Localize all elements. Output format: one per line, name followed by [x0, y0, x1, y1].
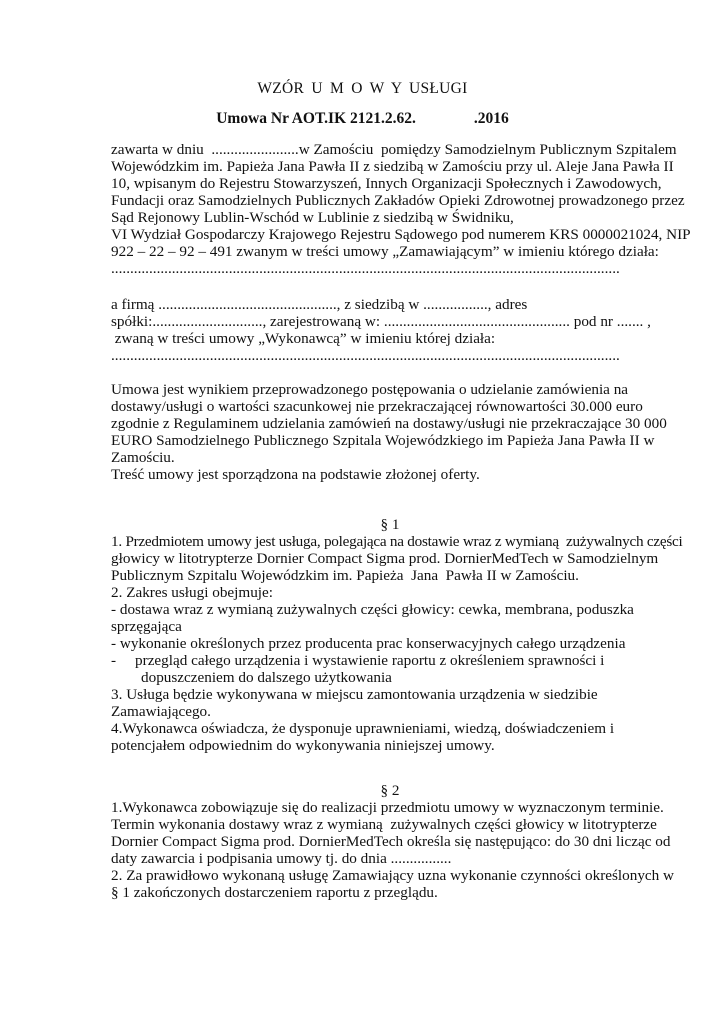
section-2-sign: § 2: [380, 782, 400, 799]
section-1-line: - dostawa wraz z wymianą zużywalnych części głowicy: cewka, membrana, poduszka: [111, 601, 634, 618]
intro-line: 10, wpisanym do Rejestru Stowarzyszeń, Innych Organizacji Społecznych i Zawodowych,: [111, 175, 662, 192]
basis-paragraph: [111, 381, 671, 483]
section-1-line: sprzęgająca: [111, 618, 182, 635]
basis-line: Treść umowy jest sporządzona na podstawie złożonej oferty.: [111, 466, 480, 483]
section-1-line: głowicy w litotrypterze Dornier Compact Sigma prod. DornierMedTech w Samodzielnym: [111, 550, 659, 567]
intro-line: Sąd Rejonowy Lublin-Wschód w Lublinie z siedzibą w Świdniku,: [111, 209, 514, 226]
basis-line: Umowa jest wynikiem przeprowadzonego postępowania o udzielanie zamówienia na: [111, 381, 629, 398]
section-1-body: [111, 533, 681, 754]
intro-line: zawarta w dniu .......................w Zamościu pomiędzy Samodzielnym Publicznym Szpitalem: [111, 141, 677, 158]
section-1-line: 4.Wykonawca oświadcza, że dysponuje uprawnieniami, wiedzą, doświadczeniem i: [111, 720, 615, 737]
section-1-line: - wykonanie określonych przez producenta prac konserwacyjnych całego urządzenia: [111, 635, 626, 652]
basis-line: EURO Samodzielnego Publicznego Szpitala Wojewódzkiego im Papieża Jana Pawła II w: [111, 432, 655, 449]
section-2-line: 2. Za prawidłowo wykonaną usługę Zamawiający uzna wykonanie czynności określonych w: [111, 867, 675, 884]
section-1-line: 1. Przedmiotem umowy jest usługa, polegająca na dostawie wraz z wymianą zużywalnych części: [111, 533, 683, 550]
intro-line: ......................................................................................................................................: [111, 260, 620, 277]
section-1-line: Publicznym Szpitalu Wojewódzkim im. Papieża Jana Pawła II w Zamościu.: [111, 567, 579, 584]
section-1-line: dopuszczeniem do dalszego użytkowania: [141, 669, 392, 686]
basis-line: dostawy/usługi o wartości szacunkowej nie przekraczającej równowartości 30.000 euro: [111, 398, 643, 415]
intro-line: Wojewódzkim im. Papieża Jana Pawła II z siedzibą w Zamościu przy ul. Aleje Jana Pawła II: [111, 158, 674, 175]
contract-year: .2016: [473, 110, 509, 127]
section-1-line: Zamawiającego.: [111, 703, 211, 720]
section-2-line: daty zawarcia i podpisania umowy tj. do dnia ................: [111, 850, 452, 867]
basis-line: zgodnie z Regulaminem udzielania zamówień na dostawy/usługi nie przekraczające 30 000: [111, 415, 667, 432]
intro-line: VI Wydział Gospodarczy Krajowego Rejestru Sądowego pod numerem KRS 0000021024, NIP: [111, 226, 691, 243]
section-2-body: [111, 799, 675, 901]
contract-number-label: Umowa Nr AOT.IK 2121.2.62.: [216, 110, 416, 127]
contractor-line: ......................................................................................................................................: [111, 347, 620, 364]
basis-line: Zamościu.: [111, 449, 175, 466]
contractor-line: spółki:............................., zarejestrowaną w: ................................................. pod nr ....... ,: [111, 313, 651, 330]
section-1-line: 2. Zakres usługi obejmuje:: [111, 584, 273, 601]
section-1-line: - przegląd całego urządzenia i wystawienie raportu z określeniem sprawności i: [111, 652, 605, 669]
section-2-line: Termin wykonania dostawy wraz z wymianą zużywalnych części głowicy w litotrypterze: [111, 816, 657, 833]
intro-line: 922 – 22 – 92 – 491 zwanym w treści umowy „Zamawiającym” w imieniu którego działa:: [111, 243, 659, 260]
intro-line: Fundacji oraz Samodzielnych Publicznych Zakładów Opieki Zdrowotnej prowadzonego przez: [111, 192, 685, 209]
contractor-line: a firmą ..............................................., z siedzibą w ................., adres: [111, 296, 528, 313]
contractor-paragraph: [111, 296, 671, 364]
document-title: WZÓR U M O W Y USŁUGI: [257, 80, 468, 97]
intro-paragraph: [111, 141, 691, 277]
section-2-line: 1.Wykonawca zobowiązuje się do realizacji przedmiotu umowy w wyznaczonym terminie.: [111, 799, 664, 816]
section-2-line: Dornier Compact Sigma prod. DornierMedTech określa się następująco: do 30 dni licząc od: [111, 833, 671, 850]
section-1-sign: § 1: [380, 516, 400, 533]
contractor-line: zwaną w treści umowy „Wykonawcą” w imieniu której działa:: [111, 330, 496, 347]
section-1-line: potencjałem odpowiednim do wykonywania niniejszej umowy.: [111, 737, 495, 754]
section-1-line: 3. Usługa będzie wykonywana w miejscu zamontowania urządzenia w siedzibie: [111, 686, 598, 703]
section-2-line: § 1 zakończonych dostarczeniem raportu z przeglądu.: [111, 884, 438, 901]
contract-number: [0, 110, 725, 128]
